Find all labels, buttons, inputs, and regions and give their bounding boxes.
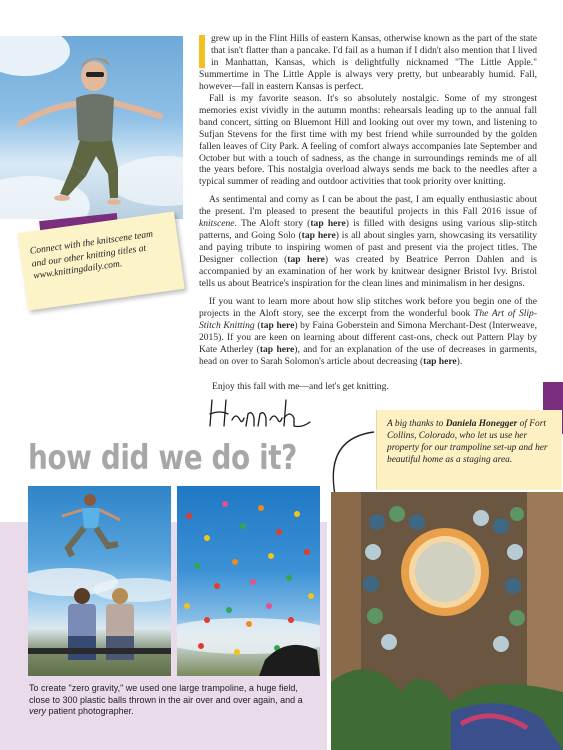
article-text-run: If you want to learn more about how slip stitches work before you begin one of the projects in the Aloft story, see the excerpt from the wonderful book [199, 296, 537, 319]
article-text-run: The Art of Slip-Stitch Knitting [199, 307, 537, 331]
article-text-run: ) was created by Beatrice Perron Dahlen and is accompanied by an examination of her work by knitwear designer Bristol Ivy. Bristol tells us about Beatrice's inspiration for the clean lines and minimalism in her designs. [199, 254, 538, 290]
article-text-run: ( [254, 319, 261, 331]
section-title: how did we do it? [28, 438, 297, 478]
signoff-line: Enjoy this fall with me—and let's get knitting. [212, 381, 389, 392]
jumping-woman-figure [0, 36, 183, 219]
article-text-run: Fall is my favorite season. It's so absolutely nostalgic. Some of my strongest memories exist vividly in the autumn months: rehearsals leading up to the annual fall band concert, sitting on Bluemont Hill and looking out over my town, and listening to Sufjan Stevens for the first time with my best friend while surrounded by the golden fallen leaves of City Park. A feeling of comfort always accompanies late September and October but with a touch of sadness, as the change in surroundings reminds me of all the years before. This nostalgia overload always sends me back to the needles after a typical summer of reading and outdoor activities that took priority over knitting. [199, 92, 537, 188]
article-paragraph-1 [199, 33, 537, 93]
article-text-run: ). [456, 355, 463, 367]
tap-here-link[interactable]: tap here [260, 319, 295, 331]
tap-here-link[interactable]: tap here [301, 230, 336, 242]
article-text-run: ), and for an explanation of the use of decreases in garments, head on over to Sarah Solomon's article about decreasing ( [199, 343, 537, 367]
article-paragraph-2 [199, 93, 537, 189]
photo-balls-in-air [177, 486, 320, 676]
tap-here-link[interactable]: tap here [423, 355, 457, 367]
tap-here-link[interactable]: tap here [310, 218, 346, 230]
sticky-note-text: Connect with the knitscene team and our other knitting titles at www.knittingdaily.com. [29, 228, 154, 282]
article-text-run: knitscene [199, 218, 235, 230]
article-text-run: ) is filled with designs using various slip-stitch patterns, and Going Solo ( [199, 218, 538, 242]
article-text-run: As sentimental and corny as I can be about the past, I am equally enthusiastic about the present. I'm pleased to present the beautiful projects in this Fall 2016 issue of [199, 194, 537, 218]
photo-caption-emphasis: very [29, 706, 47, 716]
thanks-name: Daniela Honegger [445, 419, 518, 429]
drop-cap-bar [199, 35, 205, 68]
editor-letter-article [199, 33, 537, 368]
article-paragraph-3 [199, 194, 537, 290]
article-text-run: . The Aloft story ( [234, 218, 311, 230]
article-text-run: ) is all about singles yarn, showcasing its versatility and paying tribute to inspiring women of past and present via the project titles. The Designer collection ( [199, 230, 538, 266]
tap-here-link[interactable]: tap here [259, 343, 295, 355]
hannah-signature [206, 396, 316, 430]
tap-here-link[interactable]: tap here [287, 254, 325, 266]
thanks-pre: A big thanks to [387, 419, 446, 429]
hero-photo-jumping-woman [0, 36, 183, 219]
article-paragraph-4 [199, 296, 537, 368]
photo-caption-post: patient photographer. [46, 706, 134, 716]
photo-caption-pre: To create "zero gravity," we used one large trampoline, a huge field, close to 300 plastic balls thrown in the air over and over again, and a [29, 683, 303, 705]
thanks-post: of Fort Collins, Colorado, who let us use her property for our trampoline set-up and her beautiful home as a staging area. [387, 419, 548, 465]
thanks-caption-note [376, 410, 562, 490]
photo-caption [29, 683, 311, 718]
photo-team-on-trampoline [28, 486, 171, 676]
article-text-run: grew up in the Flint Hills of eastern Kansas, otherwise known as the part of the state that isn't flatter than a pancake. I'd fail as a human if I didn't also mention that I lived in Manhattan, Kansas, which is delightfully nicknamed "The Little Apple." Summertime in The Little Apple is always very pretty, but unbearably humid. Fall, however—fall in eastern Kansas is perfect. [199, 33, 537, 92]
photo-bottle-wall-interior [331, 492, 563, 750]
article-text-run: ) by Faina Goberstein and Simona Merchant-Dest (Interweave, 2015). If you are keen on learning about different cast-ons, check out Pattern Play by Kate Atherley ( [199, 319, 537, 355]
